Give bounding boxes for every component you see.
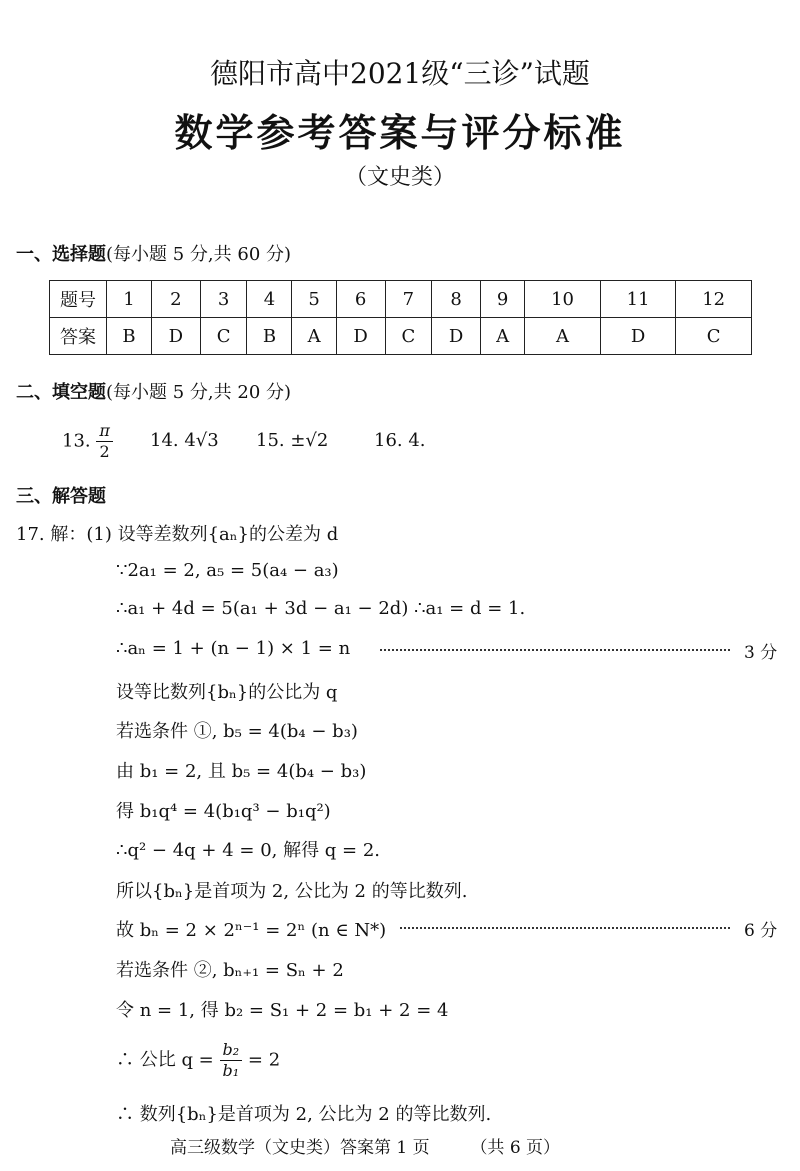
ratio-suffix: = 2 [247,1049,281,1071]
question-number: 5 [292,281,336,318]
ratio-fraction [220,1040,243,1081]
dotted-leader [400,927,730,929]
solution-line: 所以{bₙ}是首项为 2, 公比为 2 的等比数列. [116,881,468,902]
section-choice-heading [16,240,291,266]
solution-line: ∴a₁ + 4d = 5(a₁ + 3d − a₁ − 2d) ∴a₁ = d = 1. [116,598,526,619]
question-number: 1 [107,281,152,318]
answer-row [50,318,752,355]
answer-15: 15. ±√2 [256,430,329,451]
question-number: 9 [481,281,525,318]
dotted-leader [380,649,730,651]
footer-text: 高三级数学（文史类）答案第 1 页 [170,1138,430,1158]
solution-line: 得 b₁q⁴ = 4(b₁q³ − b₁q²) [116,801,331,822]
section-note: (每小题 5 分,共 20 分) [106,382,292,403]
solution-line: 17. 解：(1) 设等差数列{aₙ}的公差为 d [16,524,339,545]
answer-13-fraction [96,421,113,462]
fraction-denominator: 2 [99,442,110,461]
page-title: 数学参考答案与评分标准 [174,110,626,155]
solution-line: 令 n = 1, 得 b₂ = S₁ + 2 = b₁ + 2 = 4 [116,1000,449,1021]
answer-14: 14. 4√3 [150,430,219,451]
question-number: 2 [151,281,200,318]
solution-line: 故 bₙ = 2 × 2ⁿ⁻¹ = 2ⁿ (n ∈ N*) [116,920,387,941]
solution-line: 若选条件 ②, bₙ₊₁ = Sₙ + 2 [116,960,344,981]
score-mark: 3 分 [744,643,778,663]
solution-line: ∴q² − 4q + 4 = 0, 解得 q = 2. [116,840,381,861]
answer-table [49,280,752,355]
solution-line-ratio [116,1040,280,1081]
row-header-question: 题号 [50,281,107,318]
question-number: 7 [385,281,432,318]
fraction-numerator: b₂ [220,1040,243,1061]
solution-line: 由 b₁ = 2, 且 b₅ = 4(b₄ − b₃) [116,761,367,782]
answer-13-label: 13. [62,430,91,452]
subject-category: （文史类） [344,165,455,190]
fraction-numerator: π [96,421,113,442]
solution-line: ∴aₙ = 1 + (n − 1) × 1 = n [116,638,351,659]
question-number: 11 [600,281,676,318]
exam-name: 德阳市高中2021级“三诊”试题 [210,57,590,90]
ratio-prefix: ∴ 公比 q = [116,1049,214,1071]
page-footer [170,1133,560,1158]
question-number: 3 [200,281,247,318]
answer-cell: C [385,318,432,355]
answer-cell: C [200,318,247,355]
answer-16: 16. 4. [374,430,426,451]
question-row [50,281,752,318]
answer-cell: B [247,318,292,355]
question-number: 8 [432,281,481,318]
question-number: 6 [336,281,385,318]
question-number: 12 [676,281,752,318]
section-fill-heading [16,378,291,404]
solution-line: ∴ 数列{bₙ}是首项为 2, 公比为 2 的等比数列. [116,1104,492,1125]
answer-cell: A [525,318,601,355]
score-mark: 6 分 [744,921,778,941]
question-number: 10 [525,281,601,318]
answer-cell: D [151,318,200,355]
answer-13 [62,421,113,462]
answer-cell: D [336,318,385,355]
footer-total-pages: （共 6 页） [470,1138,561,1158]
solution-line: ∵2a₁ = 2, a₅ = 5(a₄ − a₃) [116,560,339,581]
answer-cell: A [292,318,336,355]
answer-cell: D [432,318,481,355]
answer-cell: B [107,318,152,355]
answer-cell: D [600,318,676,355]
section-label: 二、填空题 [16,382,106,403]
section-note: (每小题 5 分,共 60 分) [106,244,292,265]
row-header-answer: 答案 [50,318,107,355]
answer-cell: C [676,318,752,355]
answer-cell: A [481,318,525,355]
section-solution-heading [16,482,106,508]
section-label: 三、解答题 [16,486,106,507]
question-number: 4 [247,281,292,318]
solution-line: 设等比数列{bₙ}的公比为 q [116,682,338,703]
section-label: 一、选择题 [16,244,106,265]
solution-line: 若选条件 ①, b₅ = 4(b₄ − b₃) [116,721,358,742]
fraction-denominator: b₁ [222,1061,240,1080]
